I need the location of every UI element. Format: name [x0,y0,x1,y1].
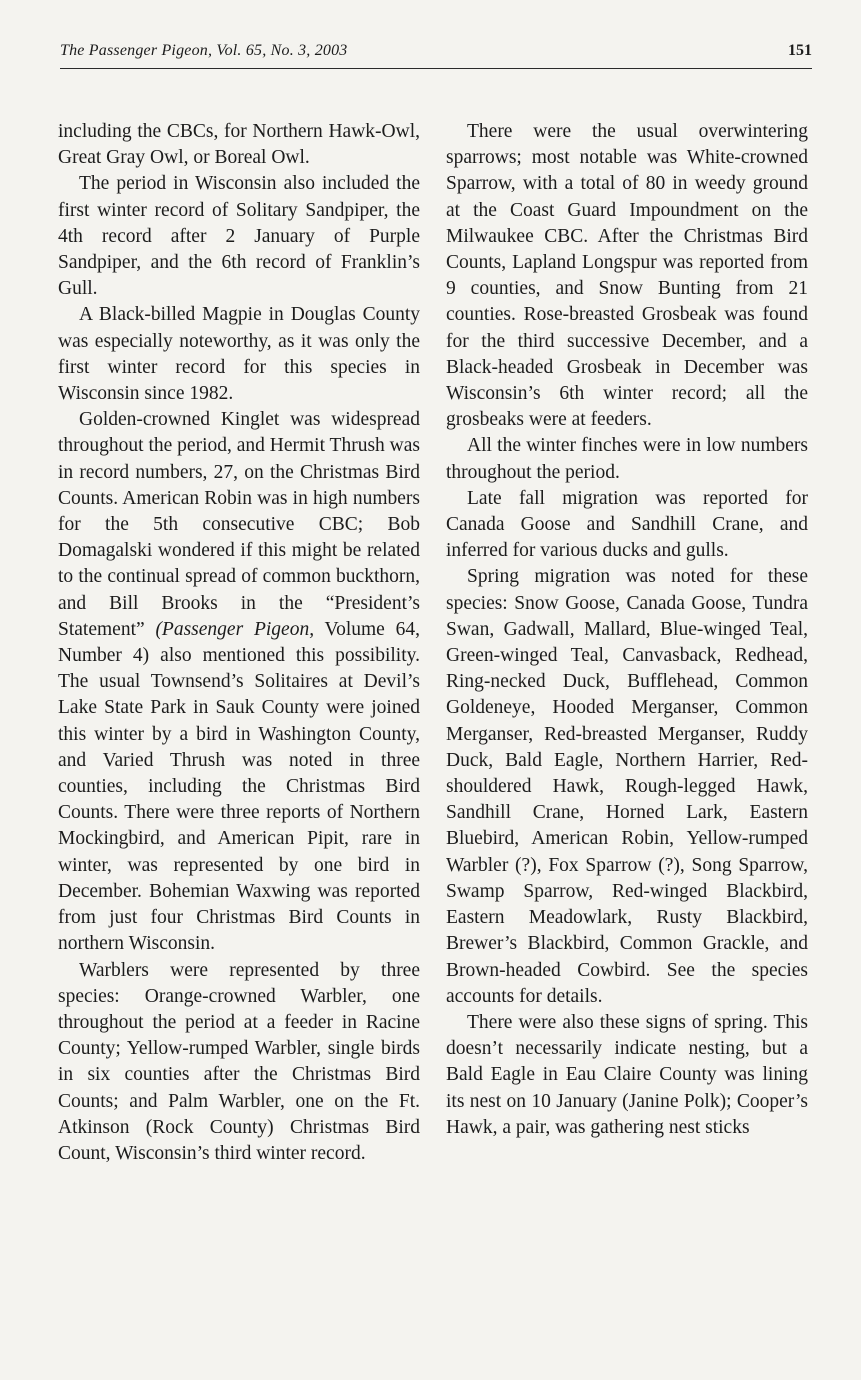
paragraph-kinglet-text-a: Golden-crowned Kinglet was widespread throughout the period, and Hermit Thrush was in record numbers, 27, on the Christmas Bird Counts. American Robin was in high numbers for the 5th consecutive CBC; Bob Domagalski wondered if this might be related to the continual spread of common buckthorn, and Bill Brooks in the “President’s Statement” [58,409,420,640]
journal-citation: The Passenger Pigeon, Vol. 65, No. 3, 2003 [60,42,348,59]
left-column [58,119,420,1167]
paragraph-warblers: Warblers were represented by three species: Orange-crowned Warbler, one throughout the period at a feeder in Racine County; Yellow-rumped Warbler, single birds in six counties after the Christmas Bird Counts; and Palm Warbler, one on the Ft. Atkinson (Rock County) Christmas Bird Count, Wisconsin’s third winter record. [58,959,420,1164]
paragraph-kinglet-text-b: Volume 64, Number 4) also mentioned this possibility. The usual Townsend’s Solitaires at Devil’s Lake State Park in Sauk County were joined this winter by a bird in Washington County, and Varied Thrush was noted in three counties, including the Christmas Bird Counts. There were three reports of Northern Mockingbird, and American Pipit, rare in winter, was represented by one bird in December. Bohemian Waxwing was reported from just four Christmas Bird Counts in northern Wisconsin. [58,618,421,955]
paragraph-owls: including the CBCs, for Northern Hawk-Owl, Great Gray Owl, or Boreal Owl. [58,121,420,169]
page-number: 151 [788,42,812,59]
paragraph-spring-migration: Spring migration was noted for these species: Snow Goose, Canada Goose, Tundra Swan, Gadwall, Mallard, Blue-winged Teal, Green-winged Teal, Canvasback, Redhead, Ring-necked Duck, Bufflehead, Common Goldeneye, Hooded Merganser, Common Merganser, Red-breasted Merganser, Ruddy Duck, Bald Eagle, Northern Harrier, Red-shouldered Hawk, Rough-legged Hawk, Sandhill Crane, Horned Lark, Eastern Bluebird, American Robin, Yellow-rumped Warbler (?), Fox Sparrow (?), Song Sparrow, Swamp Sparrow, Red-winged Blackbird, Eastern Meadowlark, Rusty Blackbird, Brewer’s Blackbird, Common Grackle, and Brown-headed Cowbird. See the species accounts for details. [446,566,808,1007]
paragraph-kinglet-thrush [58,407,420,957]
paragraph-sparrows: There were the usual overwintering sparrows; most notable was White-crowned Sparrow, with a total of 80 in weedy ground at the Coast Guard Impoundment on the Milwaukee CBC. After the Christmas Bird Counts, Lapland Longspur was reported from 9 counties, and Snow Bunting from 21 counties. Rose-breasted Grosbeak was found for the third successive December, and a Black-headed Grosbeak in December was Wisconsin’s 6th winter record; all the grosbeaks were at feeders. [446,121,808,431]
paragraph-magpie: A Black-billed Magpie in Douglas County was especially noteworthy, as it was only the first winter record for this species in Wisconsin since 1982. [58,304,420,405]
journal-reference: (Passenger Pigeon, [155,618,315,640]
paragraph-finches: All the winter finches were in low numbers throughout the period. [446,435,808,483]
paragraph-signs-of-spring: There were also these signs of spring. This doesn’t necessarily indicate nesting, but a Bald Eagle in Eau Claire County was lining its nest on 10 January (Janine Polk); Cooper’s Hawk, a pair, was gathering nest sticks [446,1011,808,1138]
paragraph-first-records: The period in Wisconsin also included the first winter record of Solitary Sandpiper, the 4th record after 2 January of Purple Sandpiper, and the 6th record of Franklin’s Gull. [58,173,420,300]
running-header [60,42,812,69]
paragraph-fall-migration: Late fall migration was reported for Canada Goose and Sandhill Crane, and inferred for various ducks and gulls. [446,487,808,562]
right-column [446,119,808,1141]
